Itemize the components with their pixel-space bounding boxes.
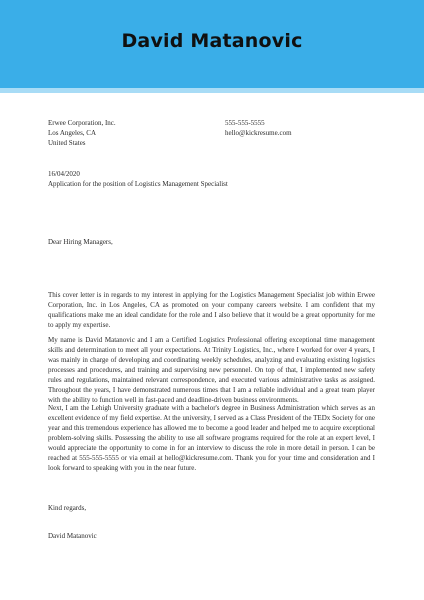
sender-email: hello@kickresume.com <box>225 129 292 137</box>
recipient-company: Erwee Corporation, Inc. <box>48 119 116 127</box>
sender-contact <box>225 118 292 138</box>
recipient-address <box>48 118 116 148</box>
letter-date: 16/04/2020 <box>48 170 80 178</box>
date-subject-block <box>48 169 228 189</box>
salutation: Dear Hiring Managers, <box>48 238 113 246</box>
header-accent-strip <box>0 88 424 93</box>
sender-phone: 555-555-5555 <box>225 119 265 127</box>
letter-subject: Application for the position of Logistics Management Specialist <box>48 180 228 188</box>
applicant-name: David Matanovic <box>121 30 303 52</box>
body-paragraph: This cover letter is in regards to my interest in applying for the Logistics Management Specialist job within Erwee Corporation, Inc. in Los Angeles, CA as promoted on your company careers website. I am confident that my qualifications make me an ideal candidate for the role and I also believe that it would be a great opportunity for me to apply my expertise. <box>48 291 375 329</box>
signature: David Matanovic <box>48 532 97 540</box>
closing: Kind regards, <box>48 504 87 512</box>
recipient-city: Los Angeles, CA <box>48 129 97 137</box>
body-paragraph: Next, I am the Lehigh University graduate with a bachelor's degree in Business Administration which serves as an excellent evidence of my field expertise. At the university, I served as a Class President of the TEDx Society for one year and this tremendous experience has allowed me to become a good leader and helped me to acquire exceptional problem-solving skills. Possessing the ability to use all software programs required for the role at an expert level, I would appreciate the opportunity to come in for an interview to discuss the role in more detail in person. I can be reached at 555-555-5555 or via email at hello@kickresume.com. Thank you for your time and consideration and I look forward to speaking with you in the near future. <box>48 404 375 472</box>
recipient-country: United States <box>48 139 86 147</box>
body-paragraph: My name is David Matanovic and I am a Certified Logistics Professional offering exceptional time management skills and determination to meet all your expectations. At Trinity Logistics, Inc., where I worked for over 4 years, I was mainly in charge of developing and coordinating weekly schedules, analyzing and evaluating existing logistics processes and procedures, and training and supervising new personnel. On top of that, I implemented new safety rules and regulations, maintained relevant correspondence, and executed various administrative tasks as assigned. Throughout the years, I have demonstrated numerous times that I am a reliable individual and a great team player with the ability to function well in fast-paced and deadline-driven business environments. <box>48 336 375 404</box>
